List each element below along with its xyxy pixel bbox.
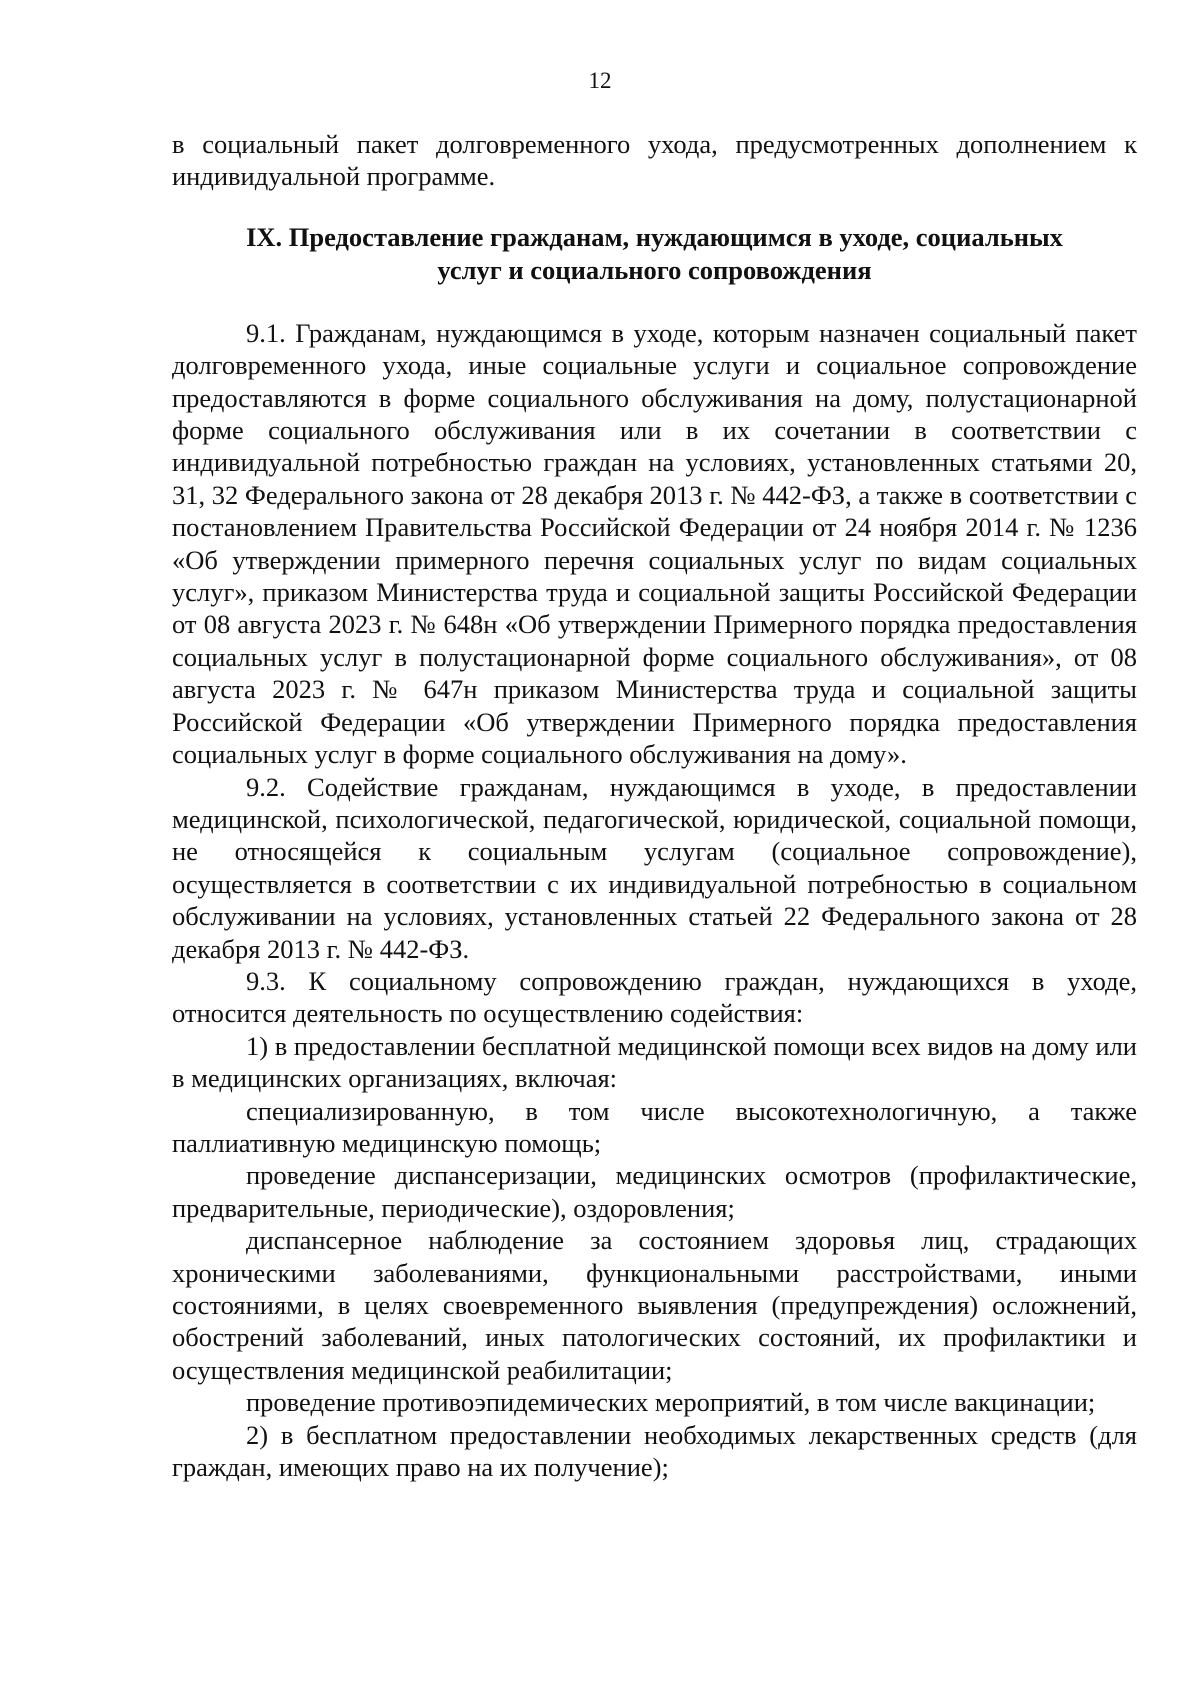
document-body bbox=[172, 128, 1137, 1483]
list-item-2: 2) в бесплатном предоставлении необходимых лекарственных средств (для граждан, имеющих право на их получение); bbox=[172, 1419, 1137, 1483]
paragraph-9-2: 9.2. Содействие гражданам, нуждающимся в уходе, в предоставлении медицинской, психологической, педагогической, юридической, социальной помощи, не относящейся к социальным услугам (социальное сопровождение), осуществляется в соответствии с их индивидуальной потребностью в социальном обслуживании на условиях, установленных статьей 22 Федерального закона от 28 декабря 2013 г. № 442-ФЗ. bbox=[172, 771, 1137, 964]
list-subitem-dispensary-observation: диспансерное наблюдение за состоянием здоровья лиц, страдающих хроническими заболеваниями, функциональными расстройствами, иными состояниями, в целях своевременного выявления (предупреждения) осложнений, обострений заболеваний, иных патологических состояний, их профилактики и осуществления медицинской реабилитации; bbox=[172, 1225, 1137, 1385]
paragraph-9-3: 9.3. К социальному сопровождению граждан, нуждающихся в уходе, относится деятельность по осуществлению содействия: bbox=[172, 965, 1137, 1029]
list-subitem-medical-checkups: проведение диспансеризации, медицинских осмотров (профилактические, предварительные, периодические), оздоровления; bbox=[172, 1160, 1137, 1223]
list-item-1: 1) в предоставлении бесплатной медицинской помощи всех видов на дому или в медицинских организациях, включая: bbox=[172, 1030, 1137, 1094]
section-heading bbox=[172, 221, 1137, 287]
page-number: 12 bbox=[588, 68, 612, 93]
intro-paragraph: в социальный пакет долговременного ухода, предусмотренных дополнением к индивидуальной программе. bbox=[172, 129, 1137, 192]
section-heading-line-1: IX. Предоставление гражданам, нуждающимся в уходе, социальных bbox=[246, 221, 1063, 252]
paragraph-9-1: 9.1. Гражданам, нуждающимся в уходе, которым назначен социальный пакет долговременного ухода, иные социальные услуги и социальное сопровождение предоставляются в форме социального обслуживания на дому, полустационарной форме социального обслуживания или в их сочетании в соответствии с индивидуальной потребностью граждан на условиях, установленных статьями 20, 31, 32 Федерального закона от 28 декабря 2013 г. № 442-ФЗ, а также в соответствии с постановлением Правительства Российской Федерации от 24 ноября 2014 г. № 1236 «Об утверждении примерного перечня социальных услуг по видам социальных услуг», приказом Министерства труда и социальной защиты Российской Федерации от 08 августа 2023 г. № 648н «Об утверждении Примерного порядка предоставления социальных услуг в полустационарной форме социального обслуживания», от 08 августа 2023 г. № 647н приказом Министерства труда и социальной защиты Российской Федерации «Об утверждении Примерного порядка предоставления социальных услуг в форме социального обслуживания на дому». bbox=[172, 317, 1137, 770]
list-subitem-specialized-care: специализированную, в том числе высокотехнологичную, а также паллиативную медицинскую помощь; bbox=[172, 1095, 1137, 1158]
section-heading-line-2: услуг и социального сопровождения bbox=[437, 254, 872, 285]
list-subitem-vaccination: проведение противоэпидемических мероприятий, в том числе вакцинации; bbox=[246, 1387, 1096, 1418]
